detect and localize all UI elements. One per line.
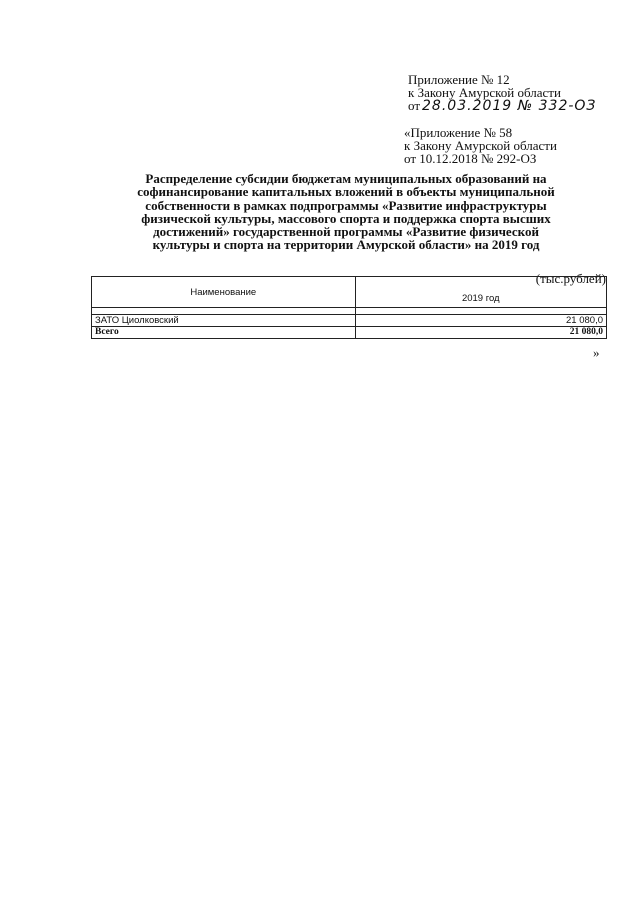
appendix-12-law: к Закону Амурской области <box>408 85 561 100</box>
appendix-58-law: к Закону Амурской области <box>404 138 557 153</box>
title-line: достижений» государственной программы «Развитие физической <box>153 224 539 240</box>
table-total-row <box>92 327 607 339</box>
total-label-cell: Всего <box>92 327 356 339</box>
title-line: культуры и спорта на территории Амурской области» на 2019 год <box>152 237 540 253</box>
title-line: софинансирование капитальных вложений в объекты муниципальной <box>137 184 555 200</box>
appendix-58-block <box>404 126 557 165</box>
table-row <box>92 315 607 327</box>
appendix-12-date-prefix: от <box>408 98 421 113</box>
subsidy-table <box>91 276 607 339</box>
title-line: собственности в рамках подпрограммы «Развитие инфраструктуры <box>145 197 547 213</box>
title-line: физической культуры, массового спорта и поддержка спорта высших <box>141 210 551 226</box>
appendix-58-title: «Приложение № 58 <box>404 125 513 140</box>
appendix-58-date: от 10.12.2018 № 292-ОЗ <box>404 151 537 166</box>
column-header-name: Наименование <box>92 277 356 308</box>
appendix-12-block <box>408 73 596 113</box>
title-line: Распределение субсидии бюджетам муниципальных образований на <box>145 171 547 186</box>
total-value-cell: 21 080,0 <box>355 327 606 339</box>
document-title <box>96 172 596 252</box>
column-header-year: 2019 год <box>355 277 606 308</box>
table-header-row <box>92 277 607 308</box>
closing-quote: » <box>593 345 600 360</box>
row-value-cell: 21 080,0 <box>355 315 606 327</box>
row-name-cell: ЗАТО Циолковский <box>92 315 356 327</box>
appendix-12-date-line <box>408 99 596 113</box>
table-spacer-row <box>92 308 607 315</box>
appendix-12-title: Приложение № 12 <box>408 72 510 87</box>
units-label: (тыс.рублей) <box>535 271 606 286</box>
handwritten-law-date: 28.03.2019 № 332-ОЗ <box>422 98 597 114</box>
